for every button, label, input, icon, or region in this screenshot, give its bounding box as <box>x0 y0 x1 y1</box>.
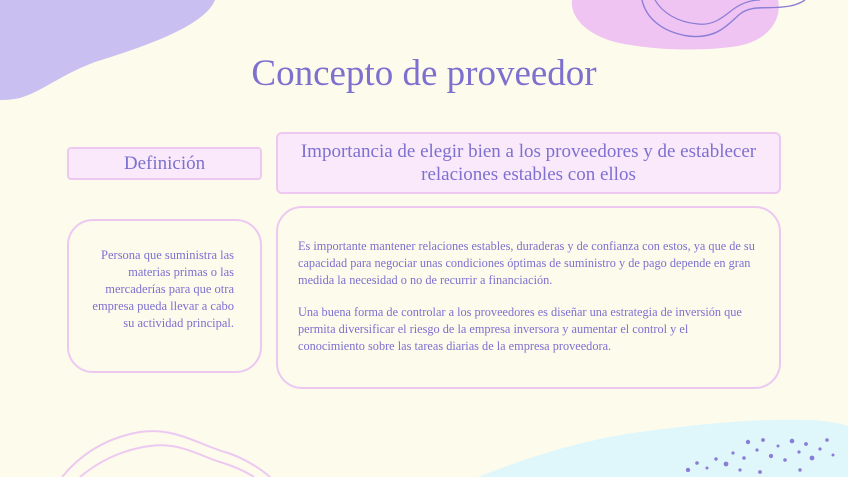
swirl-line-top-right <box>642 0 805 37</box>
pink-wave-outline-bottom-left <box>62 431 270 477</box>
pink-wave-outline-bottom-left-2 <box>80 445 254 477</box>
swirl-line-top-right-2 <box>655 0 760 24</box>
page-title: Concepto de proveedor <box>251 53 597 94</box>
importance-header <box>276 132 781 194</box>
importance-header-label: Importancia de elegir bien a los proveedores y de establecer relaciones estables con ellos <box>300 141 757 185</box>
importance-card <box>276 206 781 389</box>
pink-blob-top-right <box>572 0 779 49</box>
definition-card <box>67 219 262 373</box>
definition-text: Persona que suministra las materias primas o las mercaderías para que otra empresa pueda llevar a cabo su actividad principal. <box>92 248 234 330</box>
definition-header <box>67 147 262 180</box>
importance-paragraph-2: Una buena forma de controlar a los proveedores es diseñar una estrategia de inversión que permita diversificar el riesgo de la empresa inversora y aumentar el control y el conocimiento sobre las tareas diarias de la empresa proveedora. <box>298 305 742 353</box>
cyan-blob-bottom-right <box>478 420 848 477</box>
definition-header-label: Definición <box>123 152 206 174</box>
importance-paragraph-1: Es importante mantener relaciones estables, duraderas y de confianza con estos, ya que de su capacidad para negociar unas condiciones óptimas de suministro y de pago depende en gran medida la necesidad o no de recurrir a financiación. <box>298 239 755 287</box>
purple-dots-bottom-right <box>686 438 835 474</box>
